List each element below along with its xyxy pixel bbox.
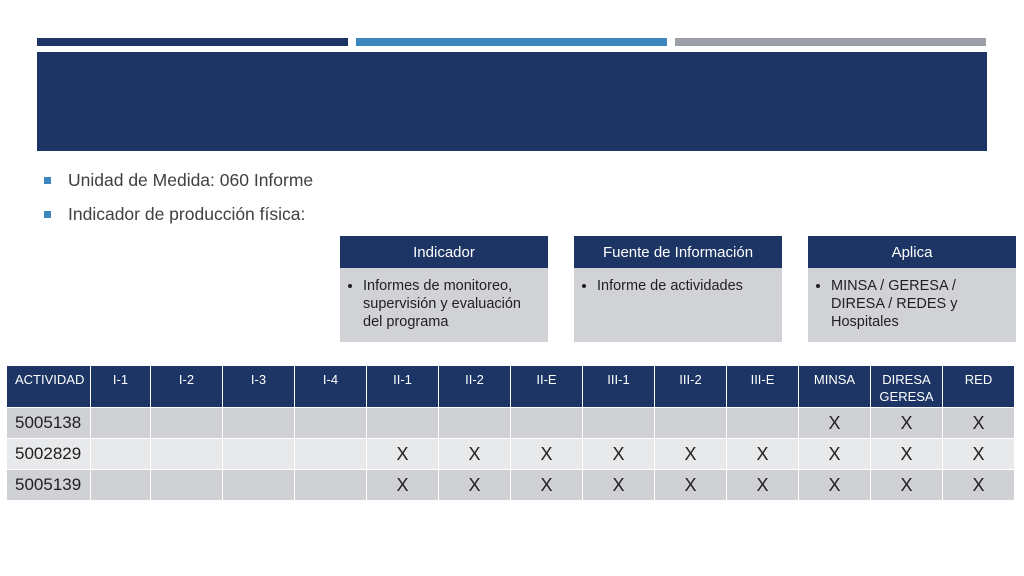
card-aplica (808, 236, 1016, 342)
table-cell: X (367, 470, 439, 501)
bullet-text: Indicador de producción física: (68, 204, 306, 224)
card-header: Indicador (340, 236, 548, 268)
table-cell (727, 408, 799, 439)
table-header-cell: II-1 (367, 366, 439, 408)
table-row (7, 408, 1015, 439)
table-cell (439, 408, 511, 439)
activity-code-cell: 5005139 (7, 470, 91, 501)
accent-bar-dark (37, 38, 348, 46)
table-header-cell: III-2 (655, 366, 727, 408)
table-cell: X (727, 439, 799, 470)
table-header-cell: RED (943, 366, 1015, 408)
accent-bar-blue (356, 38, 667, 46)
card-header: Aplica (808, 236, 1016, 268)
table-row (7, 470, 1015, 501)
table-header-cell: I-2 (151, 366, 223, 408)
table-cell: X (439, 470, 511, 501)
title-band (37, 52, 987, 151)
table-cell (91, 439, 151, 470)
table-header-cell: I-4 (295, 366, 367, 408)
table-cell: X (583, 439, 655, 470)
table-cell (223, 439, 295, 470)
table-cell (295, 408, 367, 439)
table-header-row (7, 366, 1015, 408)
table-cell (223, 470, 295, 501)
table-cell (295, 439, 367, 470)
table-cell: X (943, 408, 1015, 439)
table-cell: X (943, 470, 1015, 501)
card-fuente (574, 236, 782, 342)
table-cell: X (871, 408, 943, 439)
table-cell (151, 408, 223, 439)
activity-code-cell: 5002829 (7, 439, 91, 470)
bullet-item (44, 168, 313, 193)
table-cell (91, 470, 151, 501)
card-body (574, 268, 782, 342)
table-cell (583, 408, 655, 439)
card-item: • Informe de actividades (597, 277, 774, 295)
card-body (340, 268, 548, 342)
card-header: Fuente de Información (574, 236, 782, 268)
table-header-cell: DIRESA GERESA (871, 366, 943, 408)
table-cell (223, 408, 295, 439)
table-cell: X (799, 408, 871, 439)
table-cell: X (655, 470, 727, 501)
table-cell (367, 408, 439, 439)
card-indicador (340, 236, 548, 342)
table-cell (151, 439, 223, 470)
card-body (808, 268, 1016, 342)
card-item: • Informes de monitoreo, supervisión y evaluación del programa (363, 277, 540, 331)
accent-bar-gray (675, 38, 986, 46)
table-header-cell: II-E (511, 366, 583, 408)
table-cell (511, 408, 583, 439)
table-cell: X (439, 439, 511, 470)
bullet-list (44, 168, 313, 236)
table-cell (91, 408, 151, 439)
card-item: • MINSA / GERESA / DIRESA / REDES y Hospitales (831, 277, 1008, 331)
table-cell: X (727, 470, 799, 501)
table-header-cell: I-1 (91, 366, 151, 408)
table-header-cell: II-2 (439, 366, 511, 408)
table-header-cell: III-E (727, 366, 799, 408)
table-cell (151, 470, 223, 501)
square-bullet-icon (44, 211, 51, 218)
table-header-cell: III-1 (583, 366, 655, 408)
table-cell: X (799, 439, 871, 470)
bullet-item (44, 202, 313, 227)
table-header-cell: MINSA (799, 366, 871, 408)
table-cell: X (511, 470, 583, 501)
table-cell: X (511, 439, 583, 470)
table-cell: X (943, 439, 1015, 470)
table-cell: X (871, 439, 943, 470)
table-header-cell: ACTIVIDAD (7, 366, 91, 408)
bullet-text: Unidad de Medida: 060 Informe (68, 170, 314, 190)
table-cell: X (655, 439, 727, 470)
table-cell (655, 408, 727, 439)
table-header-cell: I-3 (223, 366, 295, 408)
table-row (7, 439, 1015, 470)
table-cell: X (583, 470, 655, 501)
table-cell: X (367, 439, 439, 470)
activity-code-cell: 5005138 (7, 408, 91, 439)
table-cell (295, 470, 367, 501)
square-bullet-icon (44, 177, 51, 184)
table-cell: X (799, 470, 871, 501)
activity-table (6, 365, 1015, 501)
table-cell: X (871, 470, 943, 501)
